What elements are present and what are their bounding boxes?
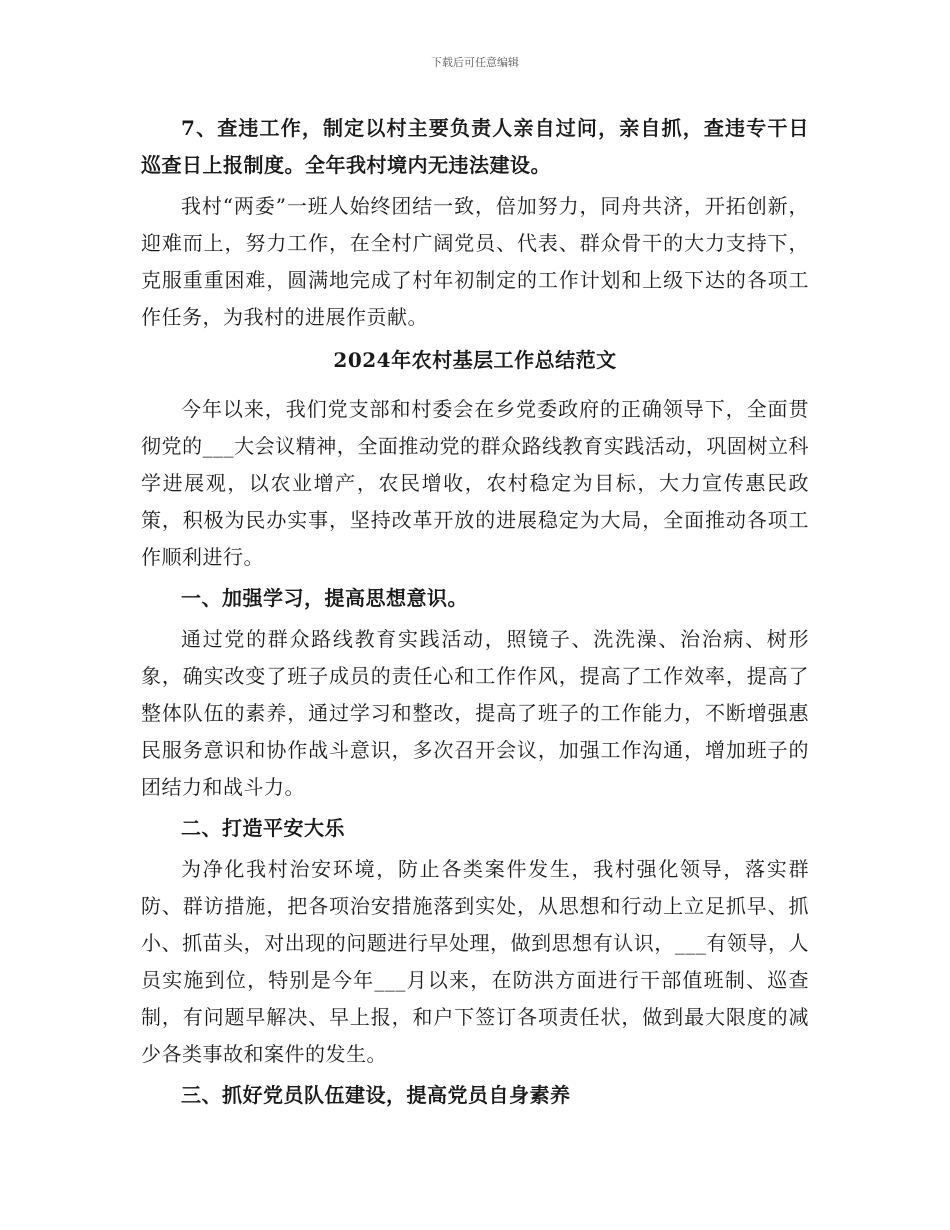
document-title: 2024年农村基层工作总结范文 <box>333 348 617 372</box>
section-heading-2: 二、打造平安大乐 <box>181 816 345 840</box>
page-header-note: 下载后可任意编辑 <box>431 56 519 69</box>
paragraph-summary: 我村“两委”一班人始终团结一致，倍加努力，同舟共济，开拓创新，迎难而上，努力工作，在全村广阔党员、代表、群众骨干的大力支持下，克服重重困难，圆满地完成了村年初制定的工作计划和上级下达的各项工作任务，为我村的进展作贡献。 <box>141 194 809 329</box>
paragraph-intro: 今年以来，我们党支部和村委会在乡党委政府的正确领导下，全面贯彻党的___大会议精神，全面推动党的群众路线教育实践活动，巩固树立科学进展观，以农业增产，农民增收，农村稳定为目标，大力宣传惠民政策，积极为民办实事，坚持改革开放的进展稳定为大局，全面推动各项工作顺利进行。 <box>141 397 809 569</box>
section-heading-3: 三、抓好党员队伍建设，提高党员自身素养 <box>181 1083 571 1107</box>
paragraph-section-2: 为净化我村治安环境，防止各类案件发生，我村强化领导，落实群防、群访措施，把各项治安措施落到实处，从思想和行动上立足抓早、抓小、抓苗头，对出现的问题进行早处理，做到思想有认识，___有领导，人员实施到位，特别是今年___月以来，在防洪方面进行干部值班制、巡查制，有问题早解决、早上报，和户下签订各项责任状，做到最大限度的减少各类事故和案件的发生。 <box>141 857 809 1066</box>
document-body <box>141 110 809 1118</box>
section-heading-1: 一、加强学习，提高思想意识。 <box>181 586 468 610</box>
paragraph-item-7: 7、查违工作，制定以村主要负责人亲自过问，亲自抓，查违专干日巡查日上报制度。全年我村境内无违法建设。 <box>141 116 809 177</box>
paragraph-section-1: 通过党的群众路线教育实践活动，照镜子、洗洗澡、治治病、树形象，确实改变了班子成员的责任心和工作作风，提高了工作效率，提高了整体队伍的素养，通过学习和整改，提高了班子的工作能力，不断增强惠民服务意识和协作战斗意识，多次召开会议，加强工作沟通，增加班子的团结力和战斗力。 <box>141 627 809 799</box>
